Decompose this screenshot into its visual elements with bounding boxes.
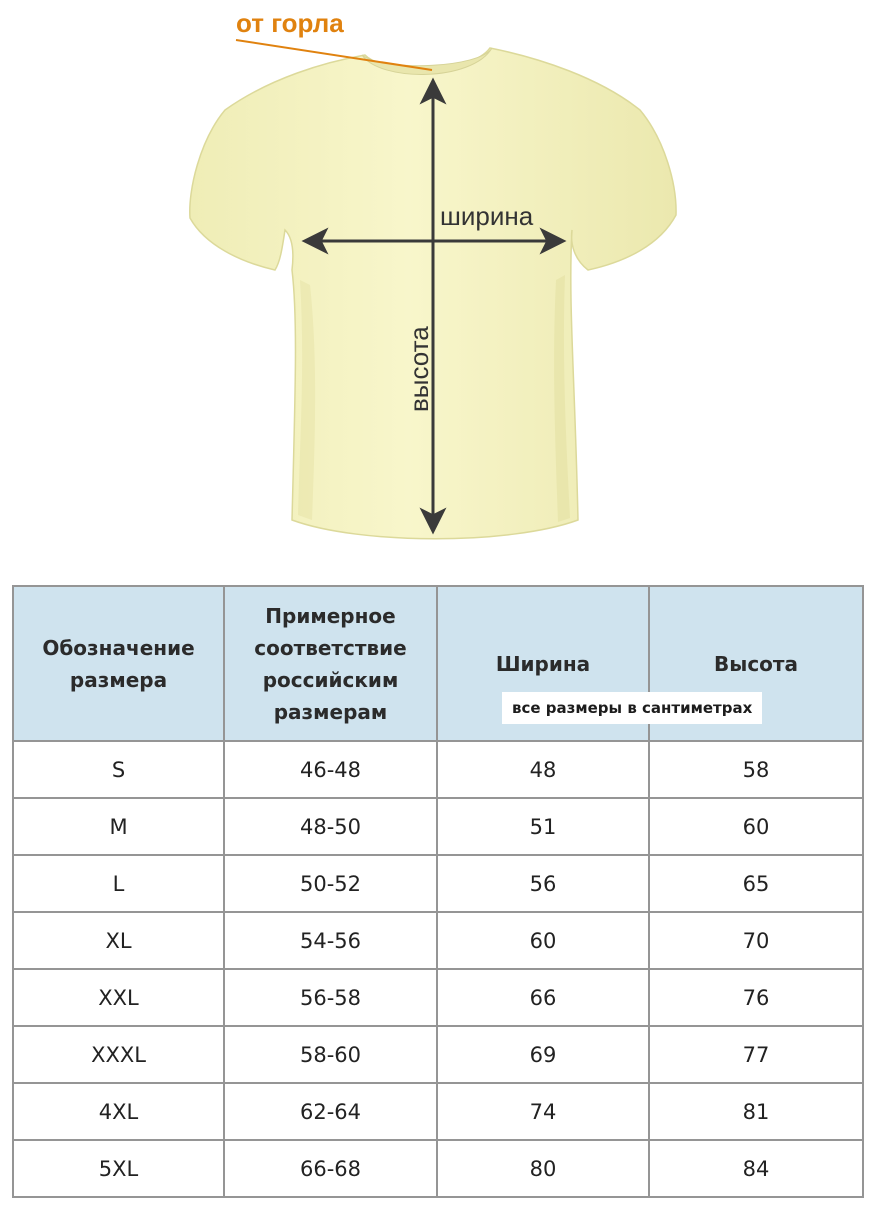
cell-size: M <box>13 798 224 855</box>
units-note: все размеры в сантиметрах <box>502 692 762 724</box>
neck-label: от горла <box>236 8 344 38</box>
size-table <box>12 585 864 1198</box>
table-body <box>13 741 863 1197</box>
cell-width: 80 <box>437 1140 649 1197</box>
cell-size: 4XL <box>13 1083 224 1140</box>
cell-width: 51 <box>437 798 649 855</box>
cell-height: 81 <box>649 1083 863 1140</box>
height-label: высота <box>404 326 434 412</box>
cell-height: 65 <box>649 855 863 912</box>
cell-russian-size: 62-64 <box>224 1083 437 1140</box>
header-width: Ширина <box>437 586 649 741</box>
cell-width: 69 <box>437 1026 649 1083</box>
cell-russian-size: 66-68 <box>224 1140 437 1197</box>
cell-size: L <box>13 855 224 912</box>
cell-size: XXL <box>13 969 224 1026</box>
cell-width: 48 <box>437 741 649 798</box>
table-row <box>13 798 863 855</box>
cell-size: S <box>13 741 224 798</box>
cell-width: 74 <box>437 1083 649 1140</box>
cell-height: 76 <box>649 969 863 1026</box>
tshirt-diagram-svg <box>0 0 876 570</box>
cell-russian-size: 46-48 <box>224 741 437 798</box>
cell-height: 58 <box>649 741 863 798</box>
table-row <box>13 741 863 798</box>
cell-width: 60 <box>437 912 649 969</box>
cell-size: XL <box>13 912 224 969</box>
cell-size: XXXL <box>13 1026 224 1083</box>
header-russian-size: Примерное соответствие российским размерам <box>224 586 437 741</box>
cell-russian-size: 48-50 <box>224 798 437 855</box>
header-height: Высота <box>649 586 863 741</box>
tshirt-measurement-diagram <box>0 0 876 570</box>
table-row <box>13 855 863 912</box>
cell-height: 84 <box>649 1140 863 1197</box>
cell-russian-size: 54-56 <box>224 912 437 969</box>
cell-height: 70 <box>649 912 863 969</box>
header-size-designation: Обозначение размера <box>13 586 224 741</box>
cell-size: 5XL <box>13 1140 224 1197</box>
cell-height: 77 <box>649 1026 863 1083</box>
table-row <box>13 969 863 1026</box>
cell-russian-size: 58-60 <box>224 1026 437 1083</box>
width-label: ширина <box>440 201 534 231</box>
table-row <box>13 1140 863 1197</box>
cell-russian-size: 56-58 <box>224 969 437 1026</box>
cell-russian-size: 50-52 <box>224 855 437 912</box>
cell-width: 56 <box>437 855 649 912</box>
cell-width: 66 <box>437 969 649 1026</box>
table-row <box>13 1026 863 1083</box>
cell-height: 60 <box>649 798 863 855</box>
table-row <box>13 912 863 969</box>
table-row <box>13 1083 863 1140</box>
